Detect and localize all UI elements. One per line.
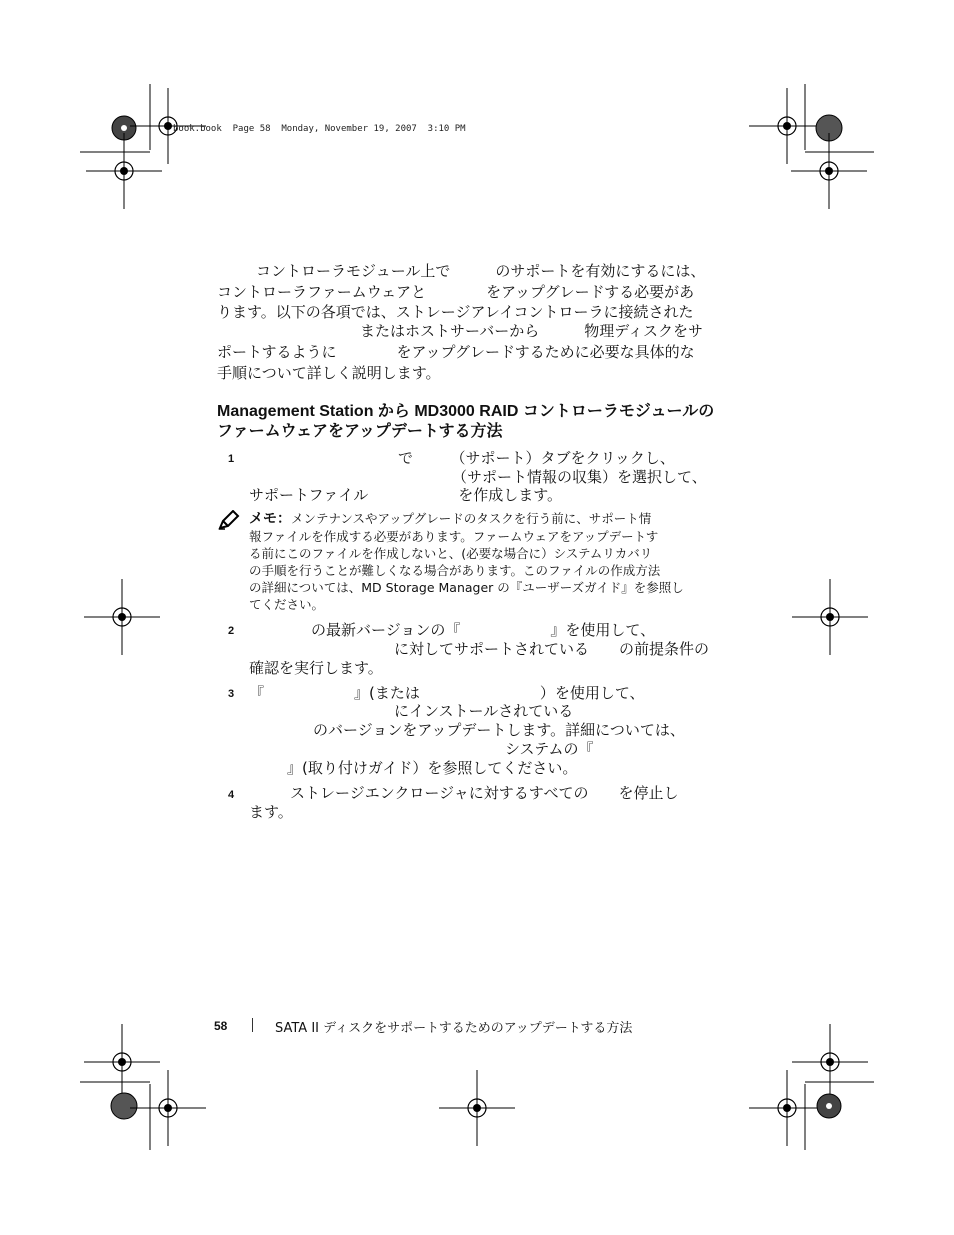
registration-cross-icon — [84, 579, 160, 655]
step-line: の最新バージョンの『 』を使用して、 — [311, 621, 656, 639]
registration-cross-icon — [439, 1070, 515, 1146]
step-line: システムの『 — [505, 740, 594, 758]
note-label: メモ： — [249, 511, 291, 527]
registration-cross-icon — [749, 88, 825, 164]
section-heading-line1: Management Station から MD3000 RAID コントローラモジュールの — [217, 403, 715, 420]
step-line: サポートファイル を作成します。 — [249, 486, 563, 504]
intro-line: コントローラモジュール上で のサポートを有効にするには、 — [256, 262, 706, 280]
intro-line: コントローラファームウェアと をアップグレードする必要があ — [217, 283, 695, 301]
step-line: 確認を実行します。 — [249, 659, 383, 677]
step-line: 』(取り付けガイド）を参照してください。 — [287, 759, 578, 777]
step-line: にインストールされている — [394, 702, 574, 720]
step-number: 4 — [228, 789, 235, 801]
intro-line: 手順について詳しく説明します。 — [217, 364, 441, 382]
registration-cross-icon — [791, 133, 867, 209]
registration-cross-icon — [792, 579, 868, 655]
step-number: 2 — [228, 625, 235, 637]
step-line: （サポート情報の収集）を選択して、 — [452, 468, 707, 486]
registration-cross-icon — [86, 133, 162, 209]
registration-star-icon — [817, 1094, 841, 1118]
registration-dot-icon — [111, 1093, 137, 1119]
intro-line: またはホストサーバーから 物理ディスクをサ — [360, 322, 704, 340]
step-line: ます。 — [249, 803, 293, 821]
note-line: 報ファイルを作成する必要があります。ファームウェアをアップデートす — [249, 529, 659, 544]
page-number: 58 — [214, 1019, 228, 1033]
intro-line: ります。以下の各項では、ストレージアレイコントローラに接続された — [217, 303, 694, 321]
step-line: ストレージエンクロージャに対するすべての を停止し — [290, 784, 679, 802]
step-line: 『 』(または ）を使用して、 — [249, 684, 645, 702]
print-header-stamp: book.book Page 58 Monday, November 19, 2007 3:10 PM — [173, 124, 466, 134]
step-line: で （サポート）タブをクリックし、 — [398, 449, 675, 467]
step-number: 3 — [228, 688, 235, 700]
note-line-first — [249, 511, 651, 527]
note-text: メンテナンスやアップグレードのタスクを行う前に、サポート情 — [291, 511, 652, 526]
note-line: の手順を行うことが難しくなる場合があります。このファイルの作成方法 — [249, 563, 661, 578]
note-line: の詳細については、MD Storage Manager の『ユーザーズガイド』を参照し — [249, 580, 684, 595]
registration-cross-icon — [749, 1070, 825, 1146]
registration-cross-icon — [130, 1070, 206, 1146]
footer-chapter-title: SATA II ディスクをサポートするためのアップデートする方法 — [275, 1021, 633, 1036]
intro-line: ポートするように をアップグレードするために必要な具体的な — [217, 343, 695, 361]
section-heading-line2: ファームウェアをアップデートする方法 — [217, 423, 503, 440]
footer-divider — [252, 1018, 253, 1032]
step-line: に対してサポートされている の前提条件の — [394, 640, 710, 658]
step-line: のバージョンをアップデートします。詳細については、 — [313, 721, 685, 739]
note-pencil-icon — [218, 510, 240, 530]
registration-cross-icon — [84, 1024, 160, 1100]
note-line: てください。 — [249, 597, 325, 612]
note-line: る前にこのファイルを作成しないと、(必要な場合に）システムリカバリ — [249, 546, 653, 561]
registration-cross-icon — [792, 1024, 868, 1100]
step-number: 1 — [228, 453, 235, 465]
